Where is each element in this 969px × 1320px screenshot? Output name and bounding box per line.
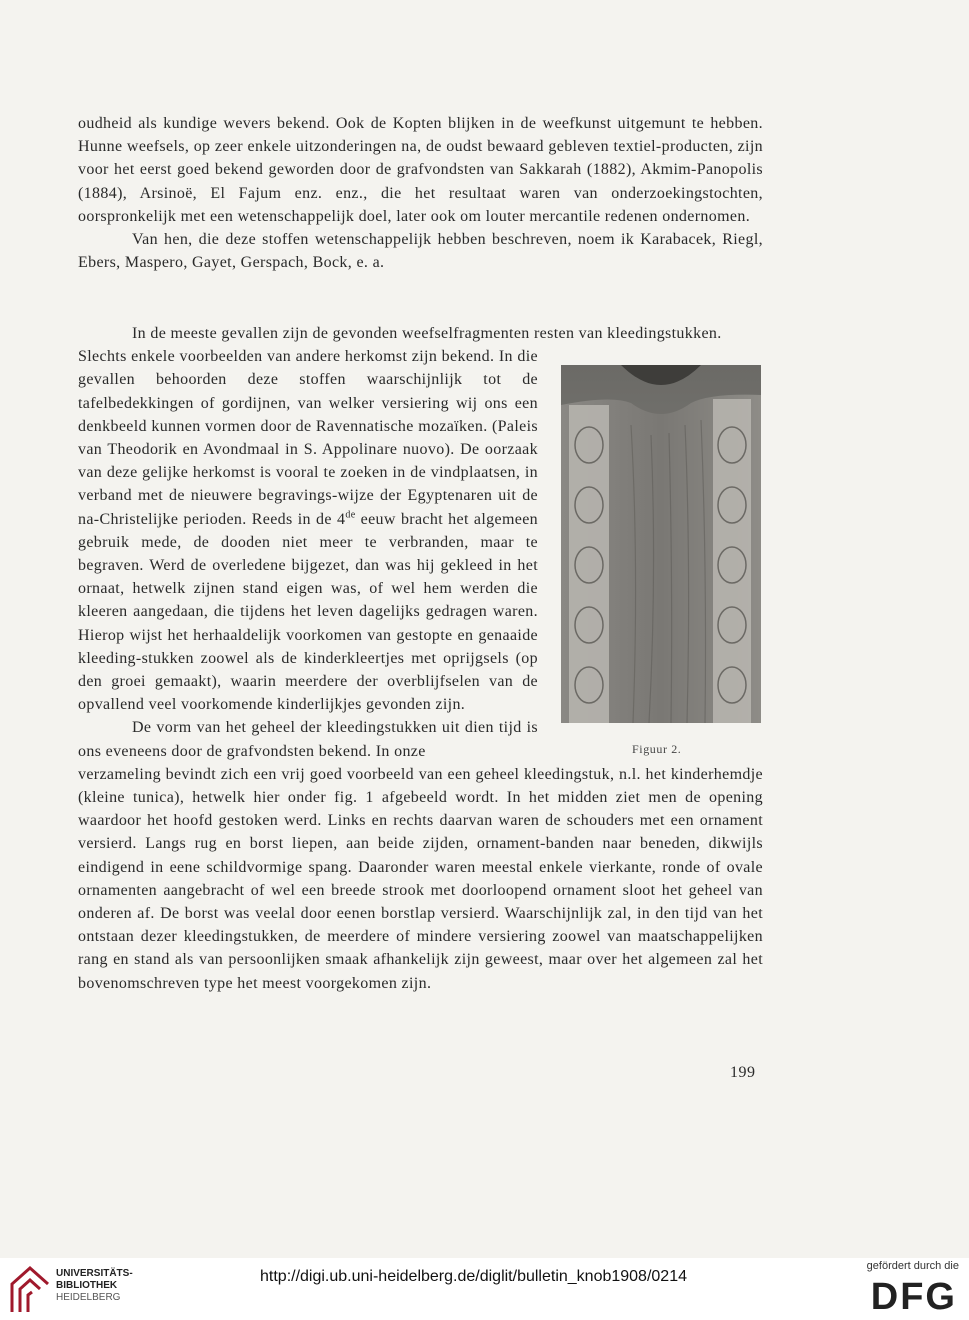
figure-caption: Figuur 2. (632, 742, 682, 756)
paragraph-3-continued: eeuw bracht het algemeen gebruik mede, de dooden niet meer te verbranden, maar te begraven. Werd de overledene bijgezet, dan was hij gekleed in het ornaat, hetwelk zijnen stand eigen was, of wel hem werden die kleeren aangedaan, die tijdens het leven dagelijks gedragen waren. Hierop wijst het herhaaldelijk voorkomen van gestopte en genaaide kleeding-stukken zoowel als de kinderkleertjes met oprijgsels (op den groei gemaakt), waarin meerdere der overblijfselen van de opvallend veel voorkomende kinderlijkjes gevonden zijn. (78, 510, 539, 714)
tunica-illustration (561, 365, 761, 723)
library-logo-icon (8, 1262, 52, 1316)
paragraph-1: oudheid als kundige wevers bekend. Ook de Kopten blijken in de weefkunst uitgemunt te hebben. Hunne weefsels, op zeer enkele uitzonderingen na, de oudst bewaard gebleven textiel-producten, zijn voor het eerst goed bekend geworden door de grafvondsten van Sakkarah (1882), Akmim-Panopolis (1884), Arsinoë, El Fajum enz. enz., die het resultaat waren van onderzoekingstochten, oorspronkelijk met een wetenschappelijk doel, later ook om louter mercantile redenen ondernomen. (78, 115, 763, 225)
text-block-top (78, 112, 763, 274)
sponsor-label: gefördert durch die (866, 1260, 959, 1272)
paragraph-4-start: De vorm van het geheel der kleedingstukken uit dien tijd is ons eveneens door de grafvondsten bekend. In onze (78, 719, 538, 760)
paragraph-3-body (78, 345, 538, 716)
paragraph-3-text: Slechts enkele voorbeelden van andere herkomst zijn bekend. In die gevallen behoorden deze stoffen waarschijnlijk tot de tafelbedekkingen of gordijnen, van welker versiering wij ons een denkbeeld kunnen vormen door de Ravennatische mozaïken. (Paleis van Theodorik en Avondmaal in S. Appolinare nuovo). De oorzaak van deze gelijke herkomst is vooral te zoeken in de vindplaatsen, in verband met de nieuwere begravings-wijze der Egyptenaren uit de na-Christelijke perioden. Reeds in de (78, 348, 538, 528)
paragraph-3-first-line: In de meeste gevallen zijn de gevonden weefselfragmenten resten van kleedingstukken. (132, 325, 722, 342)
page-number: 199 (730, 1064, 756, 1081)
library-name-line-2: BIBLIOTHEK (56, 1280, 118, 1291)
figure-tunica-photo (561, 365, 761, 723)
dfg-logo: DFG (870, 1276, 957, 1318)
permalink-url[interactable]: http://digi.ub.uni-heidelberg.de/diglit/bulletin_knob1908/0214 (260, 1268, 687, 1285)
paragraph-3-number: 4 (337, 510, 346, 528)
paragraph-3-ordinal: de (345, 509, 356, 521)
library-name-line-1: UNIVERSITÄTS- (56, 1268, 133, 1279)
footer-bar (0, 1258, 969, 1320)
library-name (56, 1268, 133, 1304)
library-name-line-3: HEIDELBERG (56, 1292, 121, 1303)
paragraph-4-body: verzameling bevindt zich een vrij goed voorbeeld van een geheel kleedingstuk, n.l. het kinderhemdje (kleine tunica), hetwelk hier onder fig. 1 afgebeeld wordt. In het midden ziet men de opening waardoor het hoofd gestoken werd. Links en rechts daarvan waren de schouders met een ornament versierd. Langs rug en borst liepen, aan beide zijden, ornament-banden naar beneden, dikwijls eindigend in eene schildvormige spang. Daaronder waren meestal enkele vierkante, ronde of ovale ornamenten aangebracht of wel een breede strook met doorloopend ornament sloot het geheel van onderen af. De borst was veelal door eenen borstlap versierd. Waarschijnlijk zal, in den tijd van het ontstaan dezer kleedingstukken, de meerdere of mindere versiering zoowel van maatschappelijken rang en stand als van persoonlijken smaak afhankelijk zijn geweest, maar over het algemeen zal het bovenomschreven type het meest voorgekomen zijn. (78, 765, 763, 992)
paragraph-2: Van hen, die deze stoffen wetenschappelijk hebben beschreven, noem ik Karabacek, Riegl, Ebers, Maspero, Gayet, Gerspach, Bock, e. a. (78, 231, 763, 272)
